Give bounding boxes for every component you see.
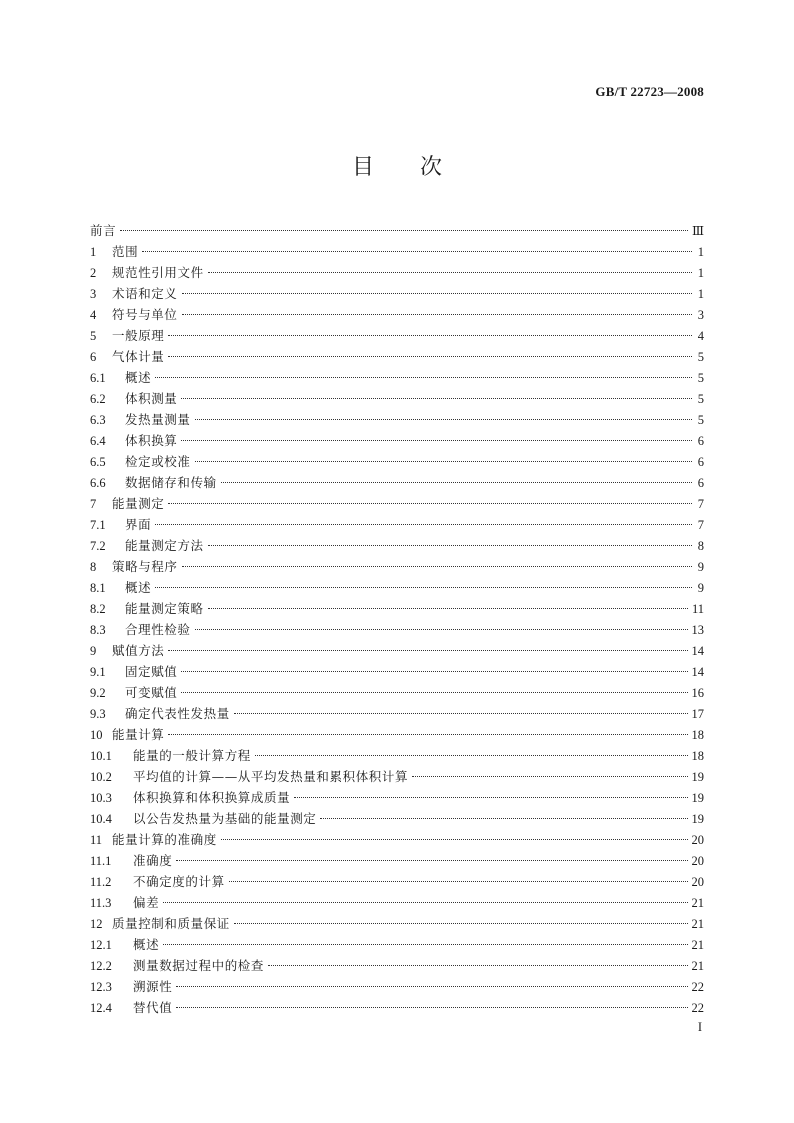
toc-entry-label: 界面 — [125, 517, 152, 532]
toc-entry-page: 18 — [691, 728, 704, 742]
toc-entry[interactable] — [90, 682, 704, 703]
toc-leader-dots — [208, 608, 688, 609]
toc-leader-dots — [168, 335, 692, 336]
toc-entry-page: 20 — [691, 875, 704, 889]
toc-entry-number: 10.2 — [90, 770, 112, 784]
toc-entry[interactable] — [90, 997, 704, 1018]
toc-leader-dots — [163, 944, 687, 945]
toc-entry-number: 11.1 — [90, 854, 112, 868]
toc-entry[interactable] — [90, 283, 704, 304]
toc-entry-page: 21 — [691, 938, 704, 952]
toc-entry-number: 9 — [90, 644, 97, 658]
toc-entry-label: 规范性引用文件 — [112, 265, 204, 280]
toc-entry-label: 准确度 — [133, 853, 173, 868]
toc-entry-label: 能量计算 — [112, 727, 165, 742]
toc-entry-number: 8.2 — [90, 602, 106, 616]
toc-entry[interactable] — [90, 892, 704, 913]
toc-entry-label: 术语和定义 — [112, 286, 178, 301]
toc-entry-number: 1 — [90, 245, 97, 259]
toc-leader-dots — [234, 923, 688, 924]
toc-leader-dots — [168, 356, 692, 357]
toc-entry-label: 能量测定方法 — [125, 538, 204, 553]
title-char-2: 次 — [420, 155, 443, 180]
toc-entry-label: 合理性检验 — [125, 622, 191, 637]
toc-entry-page: 5 — [697, 392, 704, 406]
toc-entry-label: 能量测定策略 — [125, 601, 204, 616]
toc-entry-number: 6.4 — [90, 434, 106, 448]
toc-entry-number: 2 — [90, 266, 97, 280]
toc-entry-page: 1 — [697, 245, 704, 259]
toc-entry-label: 赋值方法 — [112, 643, 165, 658]
toc-entry-number: 12.3 — [90, 980, 112, 994]
toc-leader-dots — [221, 482, 692, 483]
toc-entry[interactable] — [90, 367, 704, 388]
toc-leader-dots — [182, 293, 692, 294]
toc-entry[interactable] — [90, 577, 704, 598]
toc-entry-label: 可变赋值 — [125, 685, 178, 700]
toc-entry[interactable] — [90, 514, 704, 535]
toc-leader-dots — [181, 440, 692, 441]
toc-entry-label: 能量的一般计算方程 — [133, 748, 251, 763]
toc-entry-number: 12 — [90, 917, 103, 931]
toc-entry-label: 能量计算的准确度 — [112, 832, 217, 847]
toc-entry-page: 8 — [697, 539, 704, 553]
toc-entry-number: 8.3 — [90, 623, 106, 637]
toc-entry-number: 10 — [90, 728, 103, 742]
toc-entry-page: 17 — [691, 707, 704, 721]
toc-entry-label: 能量测定 — [112, 496, 165, 511]
toc-entry-page: 21 — [691, 917, 704, 931]
toc-leader-dots — [142, 251, 692, 252]
toc-entry-page: 18 — [691, 749, 704, 763]
toc-entry[interactable] — [90, 346, 704, 367]
toc-entry-page: 16 — [691, 686, 704, 700]
toc-entry-label: 不确定度的计算 — [133, 874, 225, 889]
toc-entry-number: 7.2 — [90, 539, 106, 553]
toc-entry-label: 替代值 — [133, 1000, 173, 1015]
toc-entry-page: 6 — [697, 455, 704, 469]
toc-entry-label: 发热量测量 — [125, 412, 191, 427]
toc-entry-label: 体积换算 — [125, 433, 178, 448]
toc-entry-label: 体积测量 — [125, 391, 178, 406]
toc-entry-number: 6.5 — [90, 455, 106, 469]
toc-entry-page: 22 — [691, 1001, 704, 1015]
toc-entry-page: 21 — [691, 959, 704, 973]
toc-entry-label: 偏差 — [133, 895, 160, 910]
toc-leader-dots — [155, 377, 692, 378]
toc-entry-label: 溯源性 — [133, 979, 173, 994]
toc-entry-page: 1 — [697, 287, 704, 301]
toc-entry[interactable] — [90, 808, 704, 829]
toc-entry-label: 固定赋值 — [125, 664, 178, 679]
toc-entry-label: 数据储存和传输 — [125, 475, 217, 490]
toc-entry[interactable] — [90, 934, 704, 955]
toc-leader-dots — [155, 524, 692, 525]
toc-entry-number: 9.3 — [90, 707, 106, 721]
toc-entry[interactable] — [90, 472, 704, 493]
toc-entry[interactable] — [90, 766, 704, 787]
toc-leader-dots — [268, 965, 687, 966]
toc-leader-dots — [155, 587, 692, 588]
toc-entry-page: 20 — [691, 833, 704, 847]
toc-entry-number: 6.1 — [90, 371, 106, 385]
toc-leader-dots — [176, 1007, 687, 1008]
toc-entry-number: 6 — [90, 350, 97, 364]
toc-entry[interactable] — [90, 241, 704, 262]
toc-entry-label: 以公告发热量为基础的能量测定 — [133, 811, 317, 826]
toc-leader-dots — [181, 692, 687, 693]
toc-entry-label: 质量控制和质量保证 — [112, 916, 230, 931]
toc-entry[interactable] — [90, 640, 704, 661]
toc-entry-page: 14 — [691, 665, 704, 679]
toc-entry-number: 7.1 — [90, 518, 106, 532]
toc-leader-dots — [229, 881, 688, 882]
toc-entry-number: 11 — [90, 833, 103, 847]
toc-entry[interactable] — [90, 535, 704, 556]
toc-entry-page: 6 — [697, 434, 704, 448]
standard-code: GB/T 22723—2008 — [595, 84, 704, 99]
toc-entry-page: 19 — [691, 791, 704, 805]
toc-leader-dots — [195, 419, 692, 420]
toc-entry-number: 4 — [90, 308, 97, 322]
toc-entry-label: 一般原理 — [112, 328, 165, 343]
toc-entry[interactable] — [90, 871, 704, 892]
toc-entry-number: 10.4 — [90, 812, 112, 826]
toc-leader-dots — [176, 860, 687, 861]
toc-entry-page: 6 — [697, 476, 704, 490]
toc-entry-number: 9.1 — [90, 665, 106, 679]
toc-entry-label: 平均值的计算——从平均发热量和累积体积计算 — [133, 769, 409, 784]
toc-entry[interactable] — [90, 325, 704, 346]
toc-entry-number: 11.3 — [90, 896, 112, 910]
toc-entry-page: 19 — [691, 770, 704, 784]
toc-entry[interactable] — [90, 829, 704, 850]
toc-entry-number: 12.1 — [90, 938, 112, 952]
toc-leader-dots — [234, 713, 688, 714]
toc-entry-page: 9 — [697, 560, 704, 574]
toc-entry-label: 符号与单位 — [112, 307, 178, 322]
toc-entry-page: 14 — [691, 644, 704, 658]
toc-entry-page: Ⅲ — [691, 224, 704, 238]
toc-entry-number: 6.6 — [90, 476, 106, 490]
toc-leader-dots — [255, 755, 688, 756]
toc-entry-label: 体积换算和体积换算成质量 — [133, 790, 291, 805]
toc-entry-number: 8.1 — [90, 581, 106, 595]
toc-entry-number: 10.1 — [90, 749, 112, 763]
toc-entry-page: 5 — [697, 350, 704, 364]
toc-entry-number: 12.4 — [90, 1001, 112, 1015]
toc-entry-number: 6.2 — [90, 392, 106, 406]
toc-entry-page: 5 — [697, 371, 704, 385]
toc-entry-page: 9 — [697, 581, 704, 595]
toc-entry-page: 13 — [691, 623, 704, 637]
toc-entry-number: 5 — [90, 329, 97, 343]
toc-leader-dots — [221, 839, 688, 840]
toc-entry-number: 11.2 — [90, 875, 112, 889]
toc-entry[interactable] — [90, 262, 704, 283]
toc-entry-number: 8 — [90, 560, 97, 574]
toc-entry[interactable] — [90, 430, 704, 451]
toc-entry[interactable] — [90, 913, 704, 934]
toc-entry-number: 9.2 — [90, 686, 106, 700]
toc-entry[interactable] — [90, 976, 704, 997]
toc-entry-number: 12.2 — [90, 959, 112, 973]
toc-leader-dots — [181, 398, 692, 399]
toc-entry[interactable] — [90, 409, 704, 430]
toc-entry[interactable] — [90, 703, 704, 724]
toc-entry-page: 19 — [691, 812, 704, 826]
toc-leader-dots — [168, 734, 687, 735]
toc-entry-page: 20 — [691, 854, 704, 868]
toc-entry-label: 概述 — [125, 580, 152, 595]
toc-entry-label: 概述 — [125, 370, 152, 385]
table-of-contents — [90, 220, 704, 1018]
toc-entry-page: 3 — [697, 308, 704, 322]
toc-leader-dots — [168, 650, 687, 651]
toc-leader-dots — [208, 545, 692, 546]
toc-entry-label: 范围 — [112, 244, 139, 259]
toc-entry-number: 10.3 — [90, 791, 112, 805]
toc-entry-label: 检定或校准 — [125, 454, 191, 469]
toc-entry-page: 5 — [697, 413, 704, 427]
toc-entry-page: 4 — [697, 329, 704, 343]
toc-entry[interactable] — [90, 598, 704, 619]
toc-leader-dots — [294, 797, 687, 798]
toc-entry[interactable] — [90, 304, 704, 325]
toc-leader-dots — [176, 986, 687, 987]
toc-entry[interactable] — [90, 220, 704, 241]
page-number: I — [697, 1020, 702, 1034]
toc-entry-number: 3 — [90, 287, 97, 301]
toc-entry[interactable] — [90, 556, 704, 577]
toc-entry-label: 测量数据过程中的检查 — [133, 958, 265, 973]
toc-entry-page: 11 — [691, 602, 704, 616]
toc-entry-page: 7 — [697, 518, 704, 532]
toc-entry-page: 7 — [697, 497, 704, 511]
toc-leader-dots — [195, 461, 692, 462]
toc-entry[interactable] — [90, 661, 704, 682]
toc-leader-dots — [182, 314, 692, 315]
toc-entry[interactable] — [90, 850, 704, 871]
toc-leader-dots — [163, 902, 687, 903]
toc-leader-dots — [208, 272, 692, 273]
toc-entry-label: 策略与程序 — [112, 559, 178, 574]
toc-entry-label: 概述 — [133, 937, 160, 952]
toc-leader-dots — [320, 818, 687, 819]
toc-entry-number: 7 — [90, 497, 97, 511]
toc-entry[interactable] — [90, 451, 704, 472]
toc-entry[interactable] — [90, 724, 704, 745]
toc-entry[interactable] — [90, 388, 704, 409]
toc-leader-dots — [168, 503, 692, 504]
toc-leader-dots — [195, 629, 688, 630]
toc-entry[interactable] — [90, 493, 704, 514]
toc-entry-page: 21 — [691, 896, 704, 910]
page-title — [0, 150, 794, 181]
toc-leader-dots — [120, 230, 688, 231]
toc-entry[interactable] — [90, 787, 704, 808]
toc-entry[interactable] — [90, 745, 704, 766]
title-char-1: 目 — [351, 155, 374, 180]
toc-leader-dots — [182, 566, 692, 567]
toc-entry-number: 6.3 — [90, 413, 106, 427]
toc-entry-page: 1 — [697, 266, 704, 280]
toc-entry-page: 22 — [691, 980, 704, 994]
toc-leader-dots — [412, 776, 687, 777]
toc-leader-dots — [181, 671, 687, 672]
toc-entry[interactable] — [90, 955, 704, 976]
toc-entry[interactable] — [90, 619, 704, 640]
toc-entry-label: 前言 — [90, 223, 117, 238]
toc-entry-label: 气体计量 — [112, 349, 165, 364]
toc-entry-label: 确定代表性发热量 — [125, 706, 230, 721]
